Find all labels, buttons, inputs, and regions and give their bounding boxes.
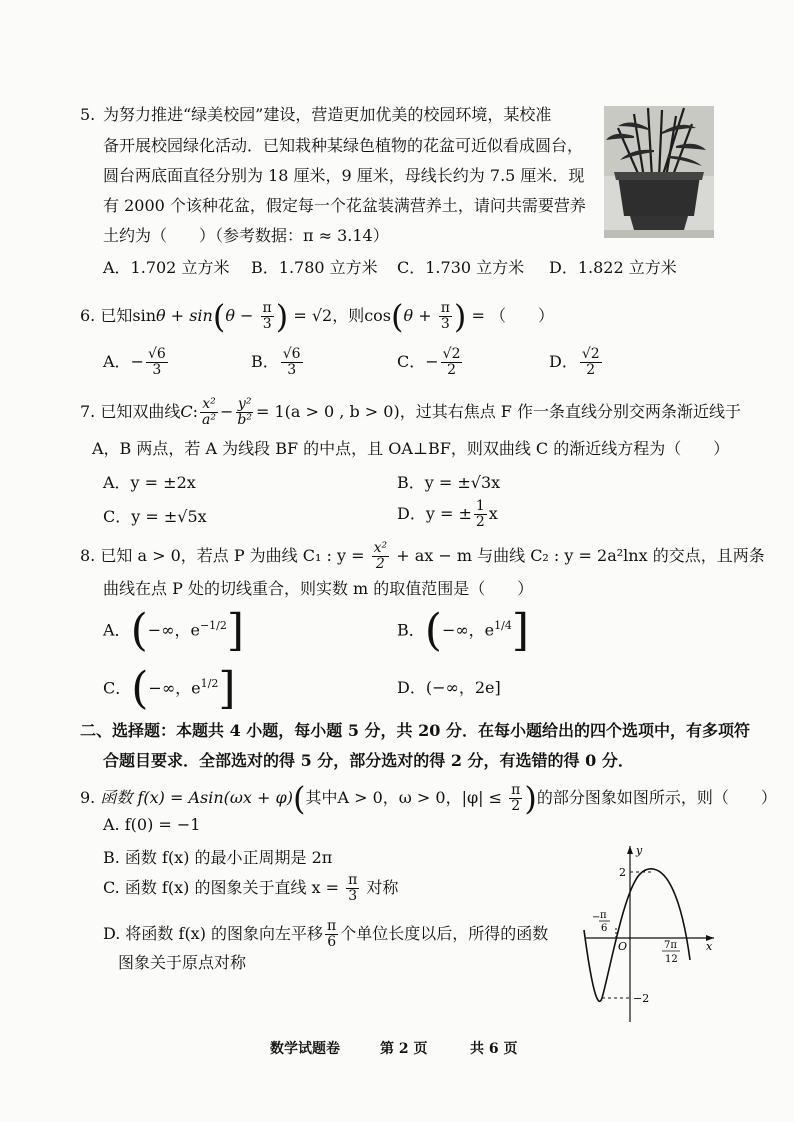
- q8-frac-num: x²: [373, 540, 388, 557]
- q7-stem: [80, 392, 741, 432]
- q7-number: 7.: [80, 402, 96, 421]
- q6-option-c-label: C．: [397, 352, 426, 371]
- q8-line-2: 曲线在点 P 处的切线重合，则实数 m 的取值范围是（ ）: [103, 579, 534, 598]
- q8-option-b-body: −∞，e: [441, 620, 495, 640]
- q7-frac-y-den: b²: [237, 412, 252, 428]
- q7-option-d-pre: D．y = ±: [397, 504, 472, 523]
- q9-stem-c: 的部分图象如图所示，则（ ）: [536, 788, 777, 807]
- q9-option-b[interactable]: B. 函数 f(x) 的最小正周期是 2π: [103, 848, 333, 867]
- q6-option-d-label: D．: [549, 352, 578, 371]
- q6-stem-e: ，则cos: [332, 306, 391, 325]
- potted-plant-photo: [604, 106, 714, 238]
- q8-option-a-open: (: [130, 604, 148, 656]
- q6-frac-num: π: [262, 300, 272, 317]
- q5-option-b[interactable]: B．1.780 立方米: [251, 258, 378, 277]
- q9-graph: [580, 840, 720, 1030]
- q8-option-b-close: ]: [511, 604, 530, 656]
- q9-stem: [80, 778, 777, 818]
- q5-option-c[interactable]: C．1.730 立方米: [397, 258, 525, 277]
- q6-option-a[interactable]: [103, 340, 170, 384]
- q6-option-b-label: B．: [251, 352, 279, 371]
- q6-paren-close: ): [275, 297, 289, 336]
- q6-option-d-frac: [580, 347, 602, 377]
- q7-frac-y: [235, 397, 254, 427]
- q9-frac-den: 2: [511, 798, 521, 814]
- q5-line-3: 圆台两底面直径分别为 18 厘米，9 厘米，母线长约为 7.5 厘米．现: [103, 166, 585, 185]
- q9-option-d[interactable]: [103, 914, 548, 954]
- q9-graph-svg: [580, 840, 720, 1030]
- q9-graph-origin: O: [618, 940, 628, 953]
- q8-frac-den: 2: [375, 556, 385, 572]
- q7-stem-a: 已知双曲线: [100, 402, 181, 421]
- q6-option-b-num: √6: [282, 346, 301, 363]
- q9-option-c-den: 3: [348, 888, 358, 904]
- q6-option-d[interactable]: [549, 340, 604, 384]
- q8-stem-b: + ax − m 与曲线 C₂ : y = 2a²lnx 的交点，且两条: [391, 546, 765, 565]
- q8-option-c-exp: 1/2: [200, 677, 219, 690]
- footer-title: 数学试题卷: [270, 1041, 340, 1057]
- q6-option-c-sign: −: [425, 352, 439, 371]
- q9-graph-y-label: y: [636, 844, 643, 857]
- q6-option-b-den: 3: [287, 362, 297, 378]
- q7-colon: :: [192, 402, 199, 421]
- q7-option-d-frac: [474, 499, 487, 529]
- q7-frac-x-den: a²: [202, 412, 216, 428]
- q6-number: 6.: [80, 306, 96, 325]
- q8-option-c-body: −∞，e: [148, 678, 201, 698]
- q7-option-a[interactable]: A．y = ±2x: [103, 473, 196, 492]
- q5-line-2: 备开展校园绿化活动．已知栽种某绿色植物的花盆可近似看成圆台，: [103, 136, 584, 155]
- q6-stem: [80, 296, 554, 336]
- q8-option-b-open: (: [424, 604, 442, 656]
- q7-stem-b: ，过其右焦点 F 作一条直线分别交两条渐近线于: [399, 402, 741, 421]
- q9-option-d-den: 6: [327, 934, 337, 950]
- q7-line-2: A，B 两点，若 A 为线段 BF 的中点，且 OA⊥BF，则双曲线 C 的渐近线方程为（ ）: [92, 439, 730, 458]
- q7-option-d-post: x: [488, 504, 498, 523]
- q7-minus: −: [219, 402, 234, 421]
- q9-stem-a: 函数 f(x) = Asin(ωx + φ): [100, 788, 293, 807]
- q8-option-a[interactable]: [103, 604, 245, 656]
- q9-paren-open: (: [292, 779, 306, 818]
- q6-option-d-den: 2: [586, 362, 596, 378]
- q8-option-a-exp: −1/2: [199, 619, 227, 632]
- q5-line-5: 土约为（ ）（参考数据：π ≈ 3.14）: [103, 226, 389, 245]
- q6-stem-g: = （ ）: [466, 306, 554, 325]
- q6-option-a-frac: [146, 347, 168, 377]
- q6-paren2-close: ): [453, 297, 467, 336]
- q9-number: 9.: [80, 788, 96, 807]
- q8-option-c-close: ]: [218, 662, 236, 714]
- q9-option-d-frac: [325, 919, 338, 949]
- q6-option-b[interactable]: [251, 340, 305, 384]
- q6-option-d-num: √2: [581, 346, 600, 363]
- q8-option-d[interactable]: [397, 672, 501, 704]
- q6-frac2-den: 3: [440, 316, 450, 332]
- q9-graph-neg-sign: −: [592, 912, 601, 923]
- q7-cond: = 1(a > 0 , b > 0): [255, 402, 400, 421]
- q7-option-d-den: 2: [475, 514, 485, 530]
- q9-graph-x-label: x: [706, 940, 713, 953]
- q9-frac-num: π: [511, 782, 521, 799]
- q6-option-c-den: 2: [447, 362, 457, 378]
- q9-graph-neg-den: 6: [601, 923, 608, 934]
- q6-frac-den: 3: [262, 316, 272, 332]
- q5-option-a[interactable]: A．1.702 立方米: [103, 258, 230, 277]
- q8-number: 8.: [80, 546, 96, 565]
- q6-option-a-den: 3: [152, 362, 162, 378]
- q9-option-d-pre: D. 将函数 f(x) 的图象向左平移: [103, 924, 324, 943]
- q7-option-b[interactable]: B．y = ±√3x: [397, 473, 501, 492]
- q9-option-c-post: 对称: [361, 878, 399, 897]
- q9-option-d-num: π: [327, 918, 337, 935]
- q7-option-d-num: 1: [475, 498, 485, 515]
- q9-graph-y-arrow: [627, 846, 633, 854]
- q6-option-c[interactable]: [397, 340, 464, 384]
- q6-stem-b: θ + sin: [156, 306, 213, 325]
- q8-option-d-label: D．: [397, 678, 426, 697]
- q8-option-b[interactable]: [397, 604, 530, 656]
- q8-option-d-body: (−∞，2e]: [425, 678, 501, 697]
- q9-frac: [509, 783, 522, 813]
- q6-option-a-num: √6: [147, 346, 166, 363]
- q6-frac-pi-3: [261, 301, 274, 331]
- q9-graph-top-label: 2: [619, 866, 626, 879]
- q6-option-c-num: √2: [442, 346, 461, 363]
- q5-line-4: 有 2000 个该种花盆，假定每一个花盆装满营养土，请问共需要营养: [103, 196, 586, 215]
- q8-option-c[interactable]: [103, 662, 236, 714]
- q6-frac2-num: π: [440, 300, 450, 317]
- q8-option-a-label: A．: [103, 620, 131, 640]
- q8-option-a-body: −∞，e: [147, 620, 200, 640]
- q8-option-c-label: C．: [103, 678, 132, 698]
- section2-line-2: 合题目要求．全部选对的得 5 分，部分选对的得 2 分，有选错的得 0 分．: [103, 751, 634, 770]
- q6-paren2-open: (: [391, 297, 404, 336]
- footer-page: 第 2 页: [380, 1041, 428, 1057]
- q9-graph-pos-num: 7π: [664, 940, 677, 951]
- q9-graph-neg-num: π: [600, 910, 607, 921]
- q6-stem-a: 已知sin: [100, 306, 156, 325]
- q6-option-a-label: A．: [103, 352, 131, 371]
- q9-option-c[interactable]: [103, 868, 398, 908]
- q6-paren-open: (: [212, 297, 226, 336]
- q6-frac2-pi-3: [439, 301, 452, 331]
- q9-graph-pos-den: 12: [665, 954, 678, 965]
- section2-line-1: 二、选择题：本题共 4 小题，每小题 5 分，共 20 分．在每小题给出的四个选项中，有多项符: [80, 721, 750, 740]
- q6-option-c-frac: [441, 347, 463, 377]
- potted-plant-icon: [604, 106, 714, 238]
- q6-stem-f: θ +: [403, 306, 437, 325]
- q5-number: 5.: [80, 105, 96, 124]
- q7-option-c[interactable]: C．y = ±√5x: [103, 507, 207, 526]
- q9-option-c-frac: [346, 873, 359, 903]
- q9-paren-close: ): [524, 779, 537, 818]
- q9-stem-b: 其中A > 0，ω > 0，|φ| ≤: [305, 788, 508, 807]
- q6-stem-d: = √2: [288, 306, 333, 325]
- q9-option-c-num: π: [348, 872, 358, 889]
- q8-frac: [372, 541, 390, 571]
- q6-stem-c: θ −: [225, 306, 259, 325]
- q9-option-a[interactable]: A. f(0) = −1: [103, 815, 201, 834]
- q8-option-a-close: ]: [226, 604, 245, 656]
- q9-option-c-pre: C. 函数 f(x) 的图象关于直线 x =: [103, 878, 345, 897]
- q6-option-a-sign: −: [130, 352, 144, 371]
- q8-option-b-label: B．: [397, 620, 425, 640]
- q5-line-1: 为努力推进“绿美校园”建设，营造更加优美的校园环境，某校准: [103, 105, 552, 124]
- q8-stem: [80, 536, 765, 576]
- q9-option-d-post: 个单位长度以后，所得的函数: [340, 924, 549, 943]
- q7-frac-y-num: y²: [237, 396, 252, 413]
- q9-graph-bottom-label: −2: [633, 992, 650, 1005]
- q7-frac-x-num: x²: [202, 396, 216, 413]
- q9-graph-curve: [584, 869, 690, 1001]
- q8-option-c-open: (: [131, 662, 149, 714]
- q7-frac-x: [200, 397, 218, 427]
- q5-option-d[interactable]: D．1.822 立方米: [549, 258, 677, 277]
- q6-option-b-frac: [281, 347, 303, 377]
- q8-option-b-exp: 1/4: [494, 619, 512, 632]
- q7-c: C: [180, 402, 193, 421]
- q9-option-d-line-2: 图象关于原点对称: [118, 953, 247, 972]
- footer-total: 共 6 页: [470, 1041, 518, 1057]
- q7-option-d[interactable]: [397, 494, 498, 534]
- q8-stem-a: 已知 a > 0，若点 P 为曲线 C₁ : y =: [100, 546, 370, 565]
